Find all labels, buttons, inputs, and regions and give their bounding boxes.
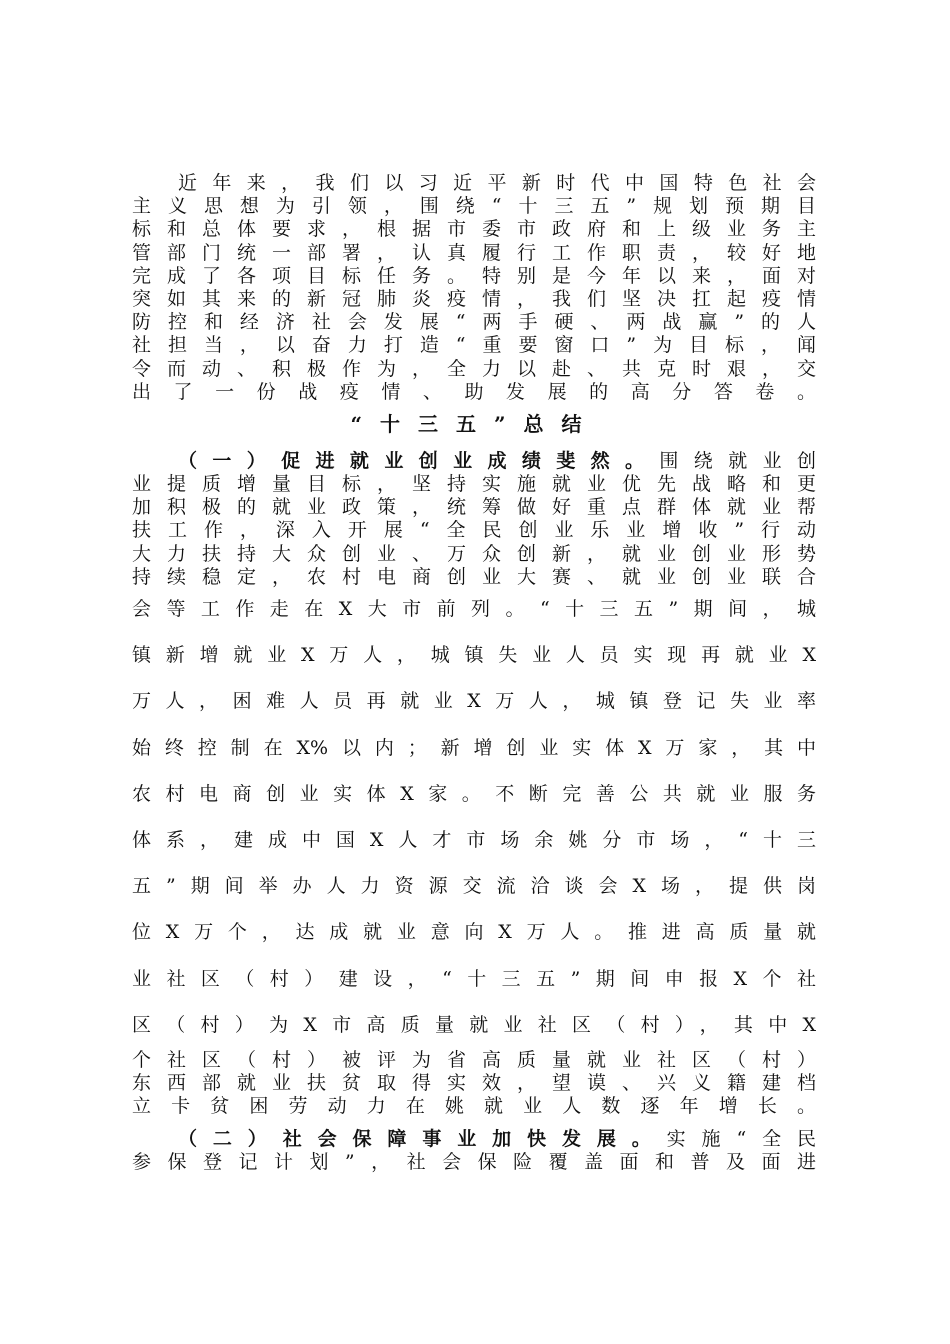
text-line: 五”期间举办人力资源交流洽谈会X场，提供岗 [132,875,816,898]
text-line: 万人，困难人员再就业X万人，城镇登记失业率 [132,690,816,713]
text-line: 大力扶持大众创业、万众创新，就业创业形势 [132,542,816,565]
text-line: 农村电商创业实体X家。不断完善公共就业服务 [132,782,816,805]
text-line: 镇新增就业X万人，城镇失业人员实现再就业X [132,644,816,667]
sec2-first-line [178,1128,816,1151]
sec2-title: （二）社会保障事业加快发展。 [178,1128,667,1150]
text-line: 扶工作，深入开展“全民创业乐业增收”行动 [132,519,816,542]
text-line: 始终控制在X%以内；新增创业实体X万家，其中 [132,736,816,759]
text-line: 令而动、积极作为，全力以赴、共克时艰，交 [132,357,816,380]
text-line: 出了一份战疫情、助发展的高分答卷。 [132,380,816,403]
sec1-first-rest: 围绕就业创 [659,450,816,472]
text-line: 东西部就业扶贫取得实效，望谟、兴义籍建档 [132,1072,816,1095]
text-line: 立卡贫困劳动力在姚就业人数逐年增长。 [132,1095,816,1118]
text-line: 会等工作走在X大市前列。“十三五”期间，城 [132,598,816,620]
text-line: 个社区（村）被评为省高质量就业社区（村） [132,1049,816,1071]
sec1-first-line [178,450,816,473]
sec1-title: （一）促进就业创业成绩斐然。 [178,450,660,472]
text-line: 突如其来的新冠肺炎疫情，我们坚决扛起疫情 [132,288,816,310]
text-line: 加积极的就业政策，统筹做好重点群体就业帮 [132,496,816,519]
text-line: 标和总体要求，根据市委市政府和上级业务主 [132,218,816,241]
text-line: 持续稳定，农村电商创业大赛、就业创业联合 [132,565,816,588]
text-line: 防控和经济社会发展“两手硬、两战赢”的人 [132,311,816,334]
text-line: 体系，建成中国X人才市场余姚分市场，“十三 [132,829,816,851]
text-line: 完成了各项目标任务。特别是今年以来，面对 [132,264,816,287]
text-line: 业社区（村）建设，“十三五”期间申报X个社 [132,967,816,990]
text-line: 区（村）为X市高质量就业社区（村），其中X [132,1013,816,1036]
text-line: 位X万个，达成就业意向X万人。推进高质量就 [132,921,816,944]
text-line: 业提质增量目标，坚持实施就业优先战略和更 [132,473,816,495]
text-line: 近年来，我们以习近平新时代中国特色社会 [178,172,816,194]
text-line: 主义思想为引领，围绕“十三五”规划预期目 [132,195,816,218]
section-heading: “十三五”总结 [350,412,600,436]
text-line: 社担当，以奋力打造“重要窗口”为目标，闻 [132,334,816,357]
sec2-first-rest: 实施“全民 [666,1128,816,1150]
text-line: 管部门统一部署，认真履行工作职责，较好地 [132,241,816,264]
text-line: 参保登记计划”，社会保险覆盖面和普及面进 [132,1151,816,1173]
